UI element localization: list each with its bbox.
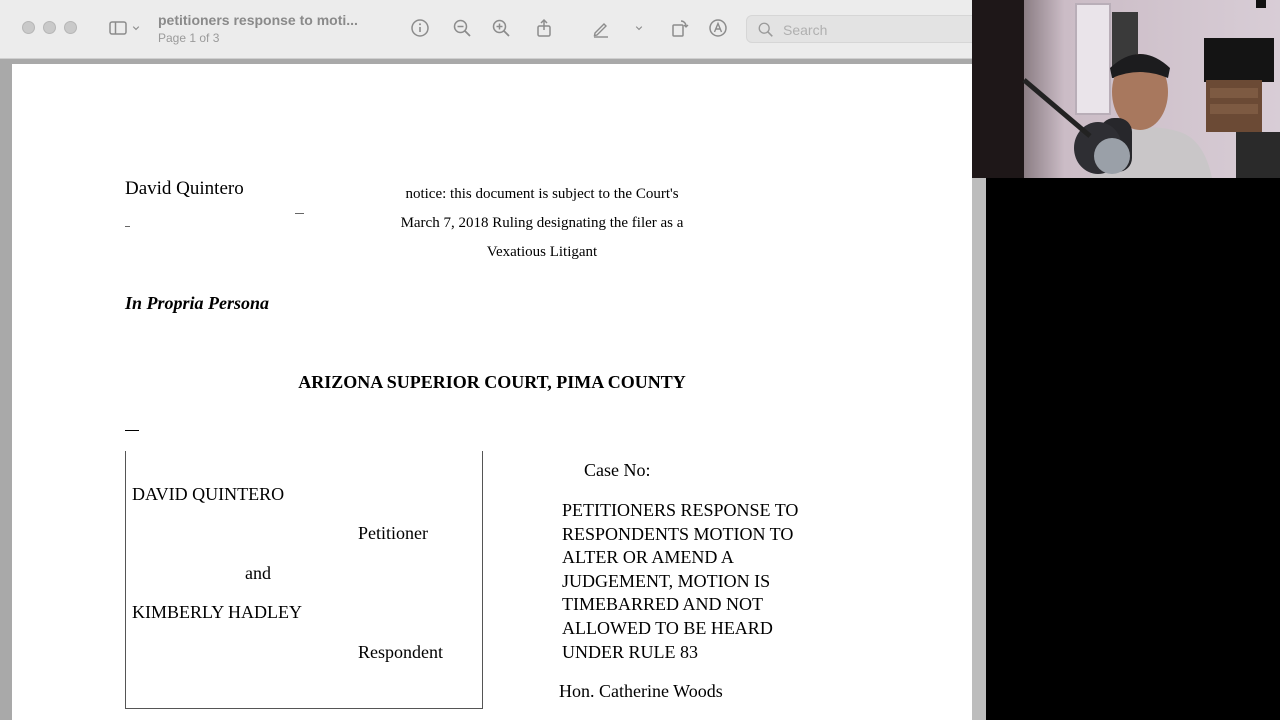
close-window-button[interactable] (22, 21, 35, 34)
notice-line: notice: this document is subject to the Court's (405, 186, 679, 202)
window-edge (972, 178, 986, 720)
share-icon (534, 18, 554, 38)
search-field[interactable] (746, 15, 972, 43)
petitioner-role: Petitioner (358, 523, 428, 543)
petitioner-name: DAVID QUINTERO (132, 484, 285, 504)
zoom-out-icon (452, 18, 472, 38)
judge-name: Hon. Catherine Woods (559, 681, 723, 701)
document-title: petitioners response to moti... (158, 12, 358, 28)
zoom-window-button[interactable] (64, 21, 77, 34)
markup-options-button[interactable] (632, 15, 646, 41)
zoom-in-button[interactable] (488, 15, 514, 41)
markup-pen-icon (591, 18, 611, 38)
case-number-label: Case No: (584, 460, 651, 480)
zoom-out-button[interactable] (449, 15, 475, 41)
sidebar-toggle-button[interactable] (105, 15, 131, 41)
caption-conjunction: and (245, 563, 271, 583)
heading-line: PETITIONERS RESPONSE TO (562, 500, 799, 520)
address-redaction-mark (125, 226, 130, 227)
case-caption-box (125, 451, 483, 709)
document-heading (562, 499, 862, 664)
sidebar-toggle-icon (108, 18, 128, 38)
respondent-name: KIMBERLY HADLEY (132, 602, 303, 622)
page-indicator: Page 1 of 3 (158, 31, 220, 45)
heading-line: ALLOWED TO BE HEARD (562, 617, 773, 638)
address-redaction-mark (295, 213, 304, 214)
rotate-icon (669, 18, 689, 38)
search-icon (757, 21, 775, 39)
info-button[interactable] (407, 15, 433, 41)
minimize-window-button[interactable] (43, 21, 56, 34)
notice-line: March 7, 2018 Ruling designating the filer as a (400, 215, 684, 231)
toolbar (0, 0, 972, 59)
pro-per-label: In Propria Persona (125, 293, 270, 313)
sidebar-options-button[interactable] (129, 15, 143, 41)
webcam-image (972, 0, 1280, 178)
chevron-down-icon (632, 18, 646, 38)
chevron-down-icon (129, 18, 143, 38)
webcam-overlay (972, 0, 1280, 178)
annotate-button[interactable] (705, 15, 731, 41)
author-name: David Quintero (125, 178, 244, 199)
notice-line: Vexatious Litigant (486, 244, 598, 260)
info-icon (410, 18, 430, 38)
vexatious-notice (387, 180, 697, 267)
heading-line: TIMEBARRED AND NOT (562, 594, 763, 615)
rotate-button[interactable] (666, 15, 692, 41)
heading-line: UNDER RULE 83 (562, 641, 698, 662)
search-input[interactable] (781, 20, 972, 40)
share-button[interactable] (531, 15, 557, 41)
heading-line: RESPONDENTS MOTION TO (562, 523, 794, 544)
heading-line: ALTER OR AMEND A (562, 547, 734, 568)
zoom-in-icon (491, 18, 511, 38)
markup-button[interactable] (588, 15, 614, 41)
divider (125, 430, 139, 431)
document-page (12, 64, 972, 720)
annotate-icon (708, 18, 728, 38)
respondent-role: Respondent (358, 642, 443, 662)
heading-line: JUDGEMENT, MOTION IS (562, 570, 771, 591)
court-heading: ARIZONA SUPERIOR COURT, PIMA COUNTY (298, 372, 686, 392)
